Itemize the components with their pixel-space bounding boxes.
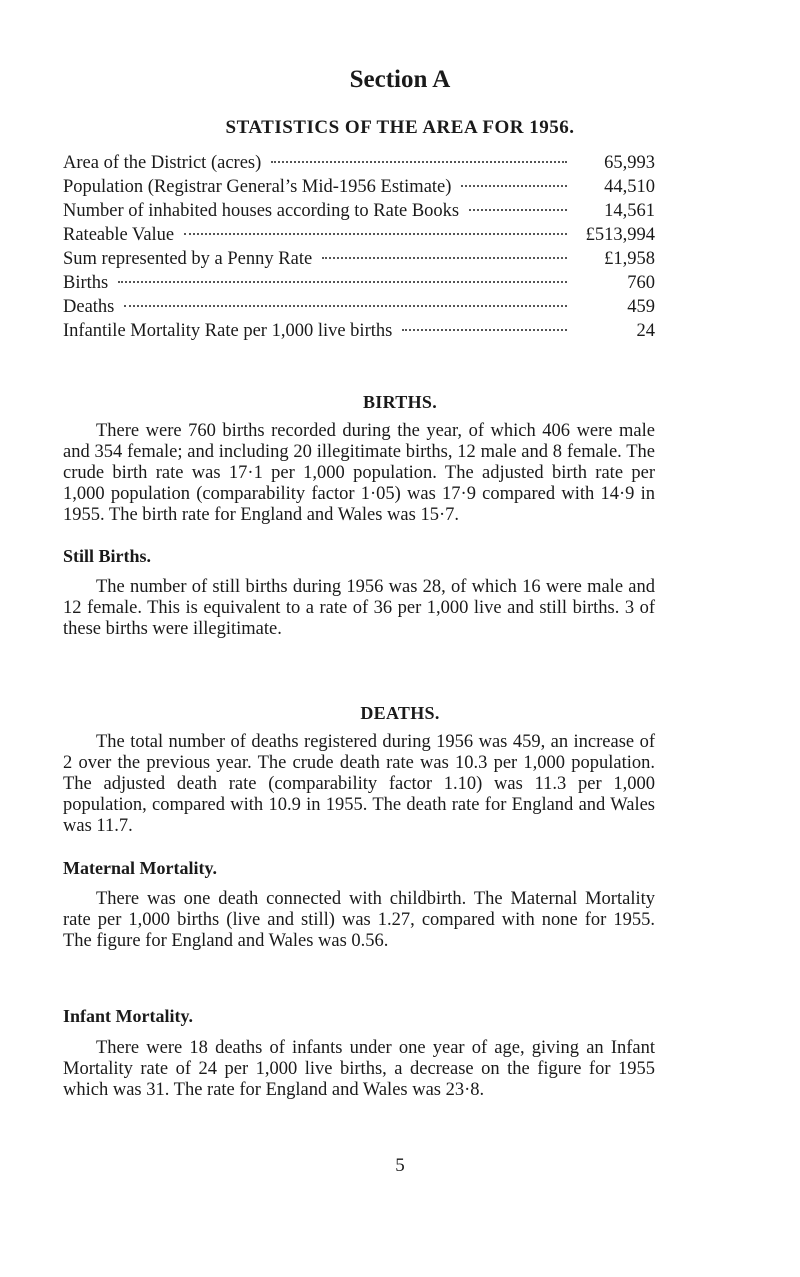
stat-label: Rateable Value (63, 225, 175, 245)
page-number: 5 (395, 1155, 405, 1176)
statistics-table (63, 151, 655, 343)
dot-leader (469, 209, 567, 211)
births-paragraph: There were 760 births recorded during the year, of which 406 were male and 354 female; and including 20 illegitimate births, 12 male and 8 female. The crude birth rate was 17·1 per 1,000 population. The adjusted birth rate per 1,000 population (comparability factor 1·05) was 17·9 compared with 14·9 in 1955. The birth rate for England and Wales was 15·7. (63, 421, 655, 525)
stat-row-penny-rate (63, 247, 655, 271)
stat-row-houses (63, 199, 655, 223)
dot-leader (184, 233, 567, 235)
stat-label: Births (63, 273, 109, 293)
stat-label: Deaths (63, 297, 115, 317)
stat-row-infantile-mortality (63, 319, 655, 343)
infant-mortality-heading: Infant Mortality. (63, 1006, 193, 1026)
stat-value: 760 (627, 273, 655, 293)
stat-label: Number of inhabited houses according to Rate Books (63, 201, 460, 221)
stat-value: £513,994 (585, 225, 655, 245)
stat-label: Infantile Mortality Rate per 1,000 live births (63, 321, 393, 341)
stat-value: 14,561 (604, 201, 655, 221)
stat-row-area (63, 151, 655, 175)
dot-leader (402, 329, 567, 331)
stat-row-births (63, 271, 655, 295)
stat-row-rateable-value (63, 223, 655, 247)
stat-value: 65,993 (604, 153, 655, 173)
maternal-mortality-paragraph: There was one death connected with childbirth. The Maternal Mortality rate per 1,000 births (live and still) was 1.27, compared with none for 1955. The figure for England and Wales was 0.56. (63, 889, 655, 951)
stat-label: Population (Registrar General’s Mid-1956 Estimate) (63, 177, 452, 197)
stat-value: 44,510 (604, 177, 655, 197)
dot-leader (118, 281, 567, 283)
infant-mortality-paragraph: There were 18 deaths of infants under one year of age, giving an Infant Mortality rate of 24 per 1,000 live births, a decrease on the figure for 1955 which was 31. The rate for England and Wales was 23·8. (63, 1038, 655, 1100)
stat-row-population (63, 175, 655, 199)
still-births-paragraph: The number of still births during 1956 was 28, of which 16 were male and 12 female. This is equivalent to a rate of 36 per 1,000 live and still births. 3 of these births were illegitimate. (63, 577, 655, 639)
dot-leader (271, 161, 567, 163)
stat-label: Area of the District (acres) (63, 153, 262, 173)
section-title: Section A (349, 66, 451, 93)
deaths-heading: DEATHS. (360, 703, 440, 723)
maternal-mortality-heading: Maternal Mortality. (63, 858, 217, 878)
dot-leader (461, 185, 567, 187)
stat-row-deaths (63, 295, 655, 319)
stat-value: £1,958 (604, 249, 655, 269)
statistics-title: STATISTICS OF THE AREA FOR 1956. (225, 117, 575, 138)
births-heading: BIRTHS. (363, 392, 437, 412)
stat-value: 24 (636, 321, 655, 341)
dot-leader (124, 305, 567, 307)
stat-value: 459 (627, 297, 655, 317)
stat-label: Sum represented by a Penny Rate (63, 249, 313, 269)
still-births-heading: Still Births. (63, 546, 152, 566)
dot-leader (322, 257, 567, 259)
deaths-paragraph: The total number of deaths registered during 1956 was 459, an increase of 2 over the previous year. The crude death rate was 10.3 per 1,000 population. The adjusted death rate (comparability factor 1.10) was 11.3 per 1,000 population, compared with 10.9 in 1955. The death rate for England and Wales was 11.7. (63, 732, 655, 836)
